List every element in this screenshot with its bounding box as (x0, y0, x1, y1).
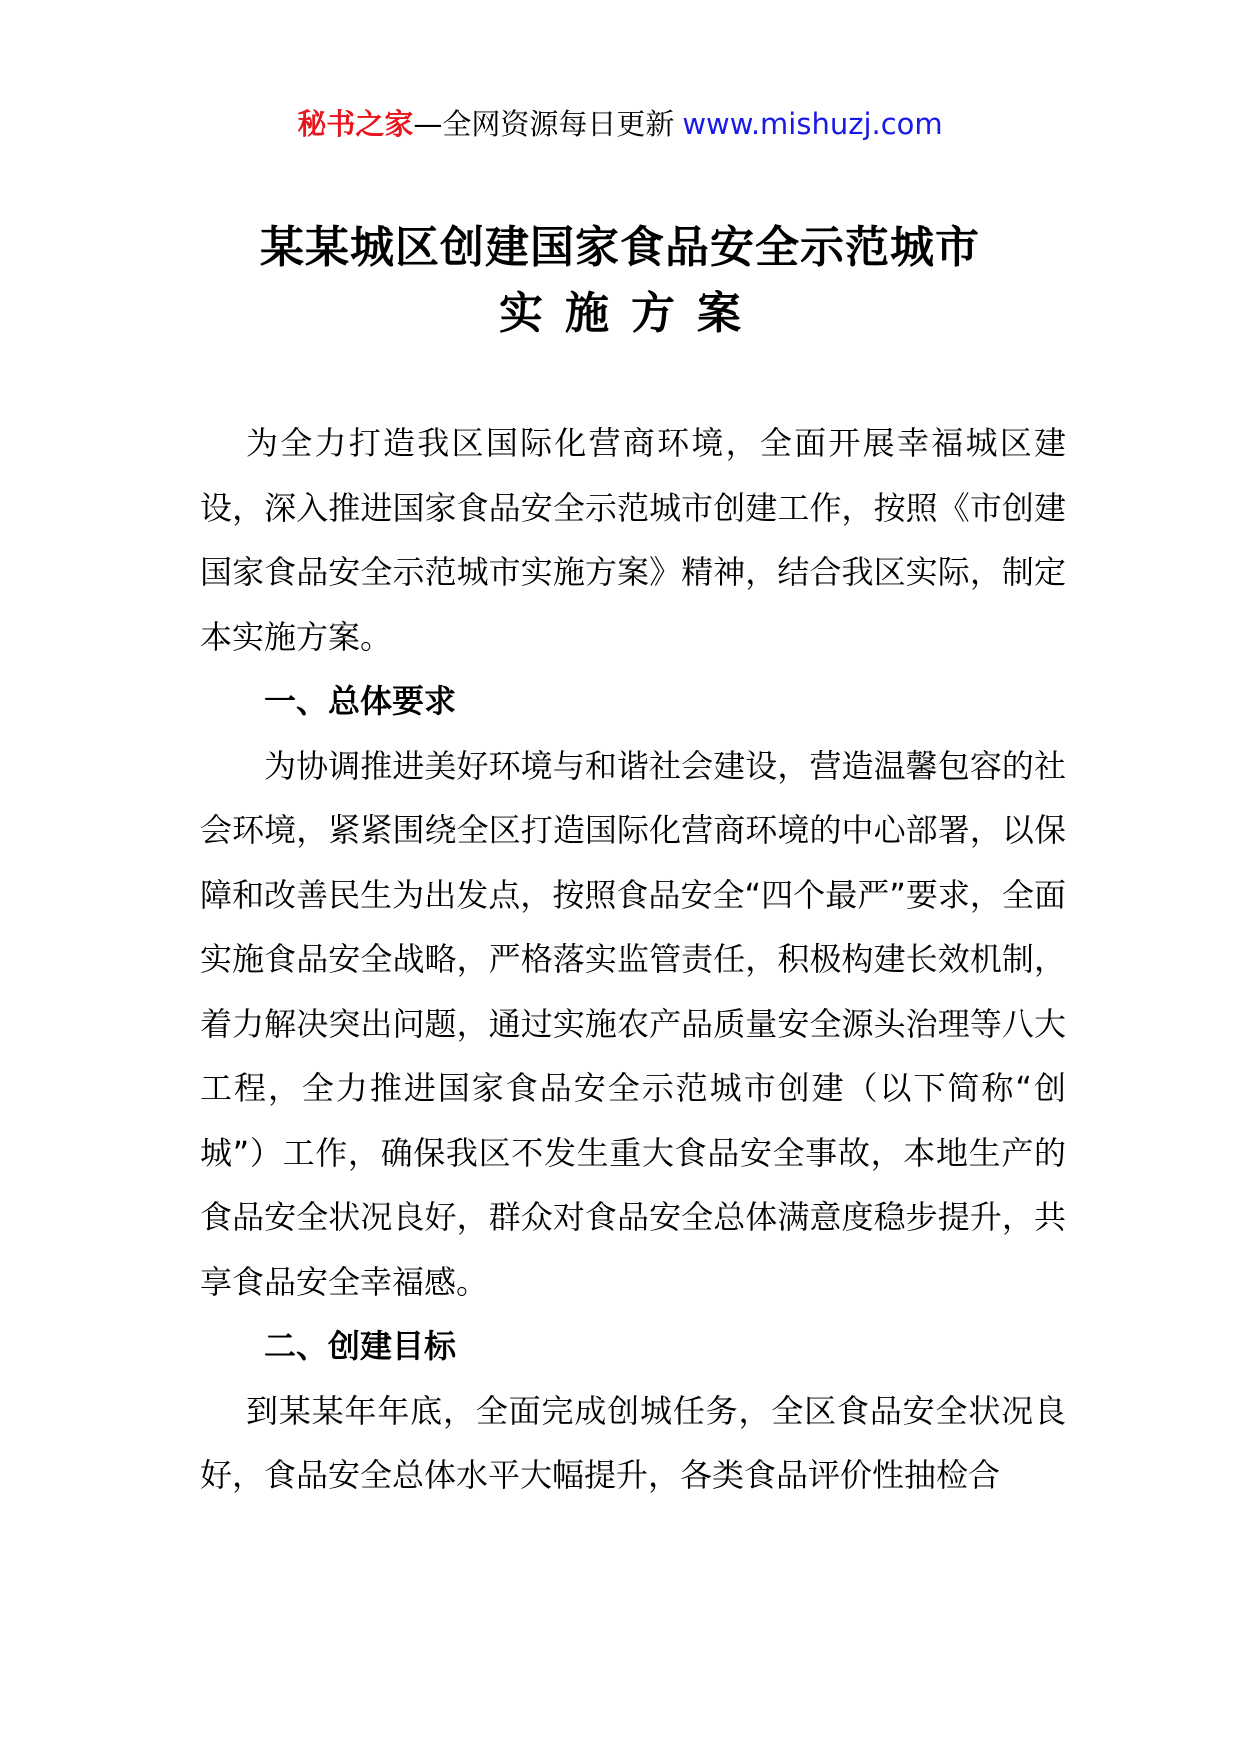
document-title (0, 218, 1240, 344)
document-body (200, 411, 1066, 1508)
site-header (0, 102, 1240, 146)
title-line-1: 某某城区创建国家食品安全示范城市 (260, 222, 980, 273)
section-1-paragraph: 为协调推进美好环境与和谐社会建设，营造温馨包容的社会环境，紧紧围绕全区打造国际化营商环境的中心部署，以保障和改善民生为出发点，按照食品安全“四个最严”要求，全面实施食品安全战略，严格落实监管责任，积极构建长效机制，着力解决突出问题，通过实施农产品质量安全源头治理等八大工程，全力推进国家食品安全示范城市创建（以下简称“创城”）工作，确保我区不发生重大食品安全事故，本地生产的食品安全状况良好，群众对食品安全总体满意度稳步提升，共享食品安全幸福感。 (200, 746, 1066, 1301)
section-heading-1: 一、总体要求 (264, 682, 457, 720)
header-dash: — (413, 107, 443, 141)
brand-name: 秘书之家 (297, 107, 414, 141)
site-url-link[interactable]: www.mishuzj.com (682, 107, 943, 141)
header-slogan: 全网资源每日更新 (442, 107, 675, 141)
section-heading-2: 二、创建目标 (264, 1327, 457, 1365)
title-line-2: 实施方案 (499, 288, 763, 339)
intro-paragraph: 为全力打造我区国际化营商环境，全面开展幸福城区建设，深入推进国家食品安全示范城市创建工作，按照《市创建国家食品安全示范城市实施方案》精神，结合我区实际，制定本实施方案。 (200, 424, 1066, 656)
section-2-paragraph: 到某某年年底，全面完成创城任务，全区食品安全状况良好，食品安全总体水平大幅提升，各类食品评价性抽检合 (200, 1391, 1066, 1494)
